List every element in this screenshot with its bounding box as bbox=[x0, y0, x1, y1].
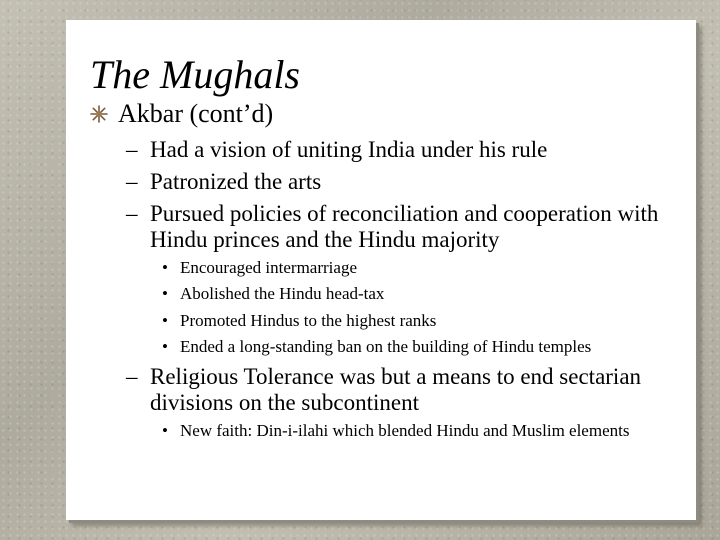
point-tolerance-text: Religious Tolerance was but a means to end sectarian divisions on the subcontinent bbox=[150, 364, 642, 415]
subpoint-head-tax-text: Abolished the Hindu head-tax bbox=[180, 284, 385, 303]
dot-marker: • bbox=[162, 284, 168, 303]
dot-marker: • bbox=[162, 337, 168, 356]
subpoint-temples-text: Ended a long-standing ban on the building of Hindu temples bbox=[180, 337, 592, 356]
dot-marker: • bbox=[162, 258, 168, 277]
dot-marker: • bbox=[162, 421, 168, 440]
subpoint-intermarriage-text: Encouraged intermarriage bbox=[180, 258, 357, 277]
star-burst-icon bbox=[90, 105, 108, 123]
dot-marker: • bbox=[162, 311, 168, 330]
point-policies-text: Pursued policies of reconciliation and cooperation with Hindu princes and the Hindu majority bbox=[150, 201, 659, 252]
slide-title: The Mughals bbox=[90, 52, 300, 97]
dash-marker: – bbox=[126, 169, 138, 194]
dash-marker: – bbox=[126, 201, 138, 226]
subpoint-new-faith-text: New faith: Din-i-ilahi which blended Hindu and Muslim elements bbox=[180, 421, 630, 440]
dash-marker: – bbox=[126, 364, 138, 389]
dash-marker: – bbox=[126, 137, 138, 162]
subpoint-ranks-text: Promoted Hindus to the highest ranks bbox=[180, 311, 437, 330]
point-arts-text: Patronized the arts bbox=[150, 169, 322, 194]
point-vision-text: Had a vision of uniting India under his rule bbox=[150, 137, 548, 162]
bullet-akbar-text: Akbar (cont’d) bbox=[118, 99, 274, 128]
